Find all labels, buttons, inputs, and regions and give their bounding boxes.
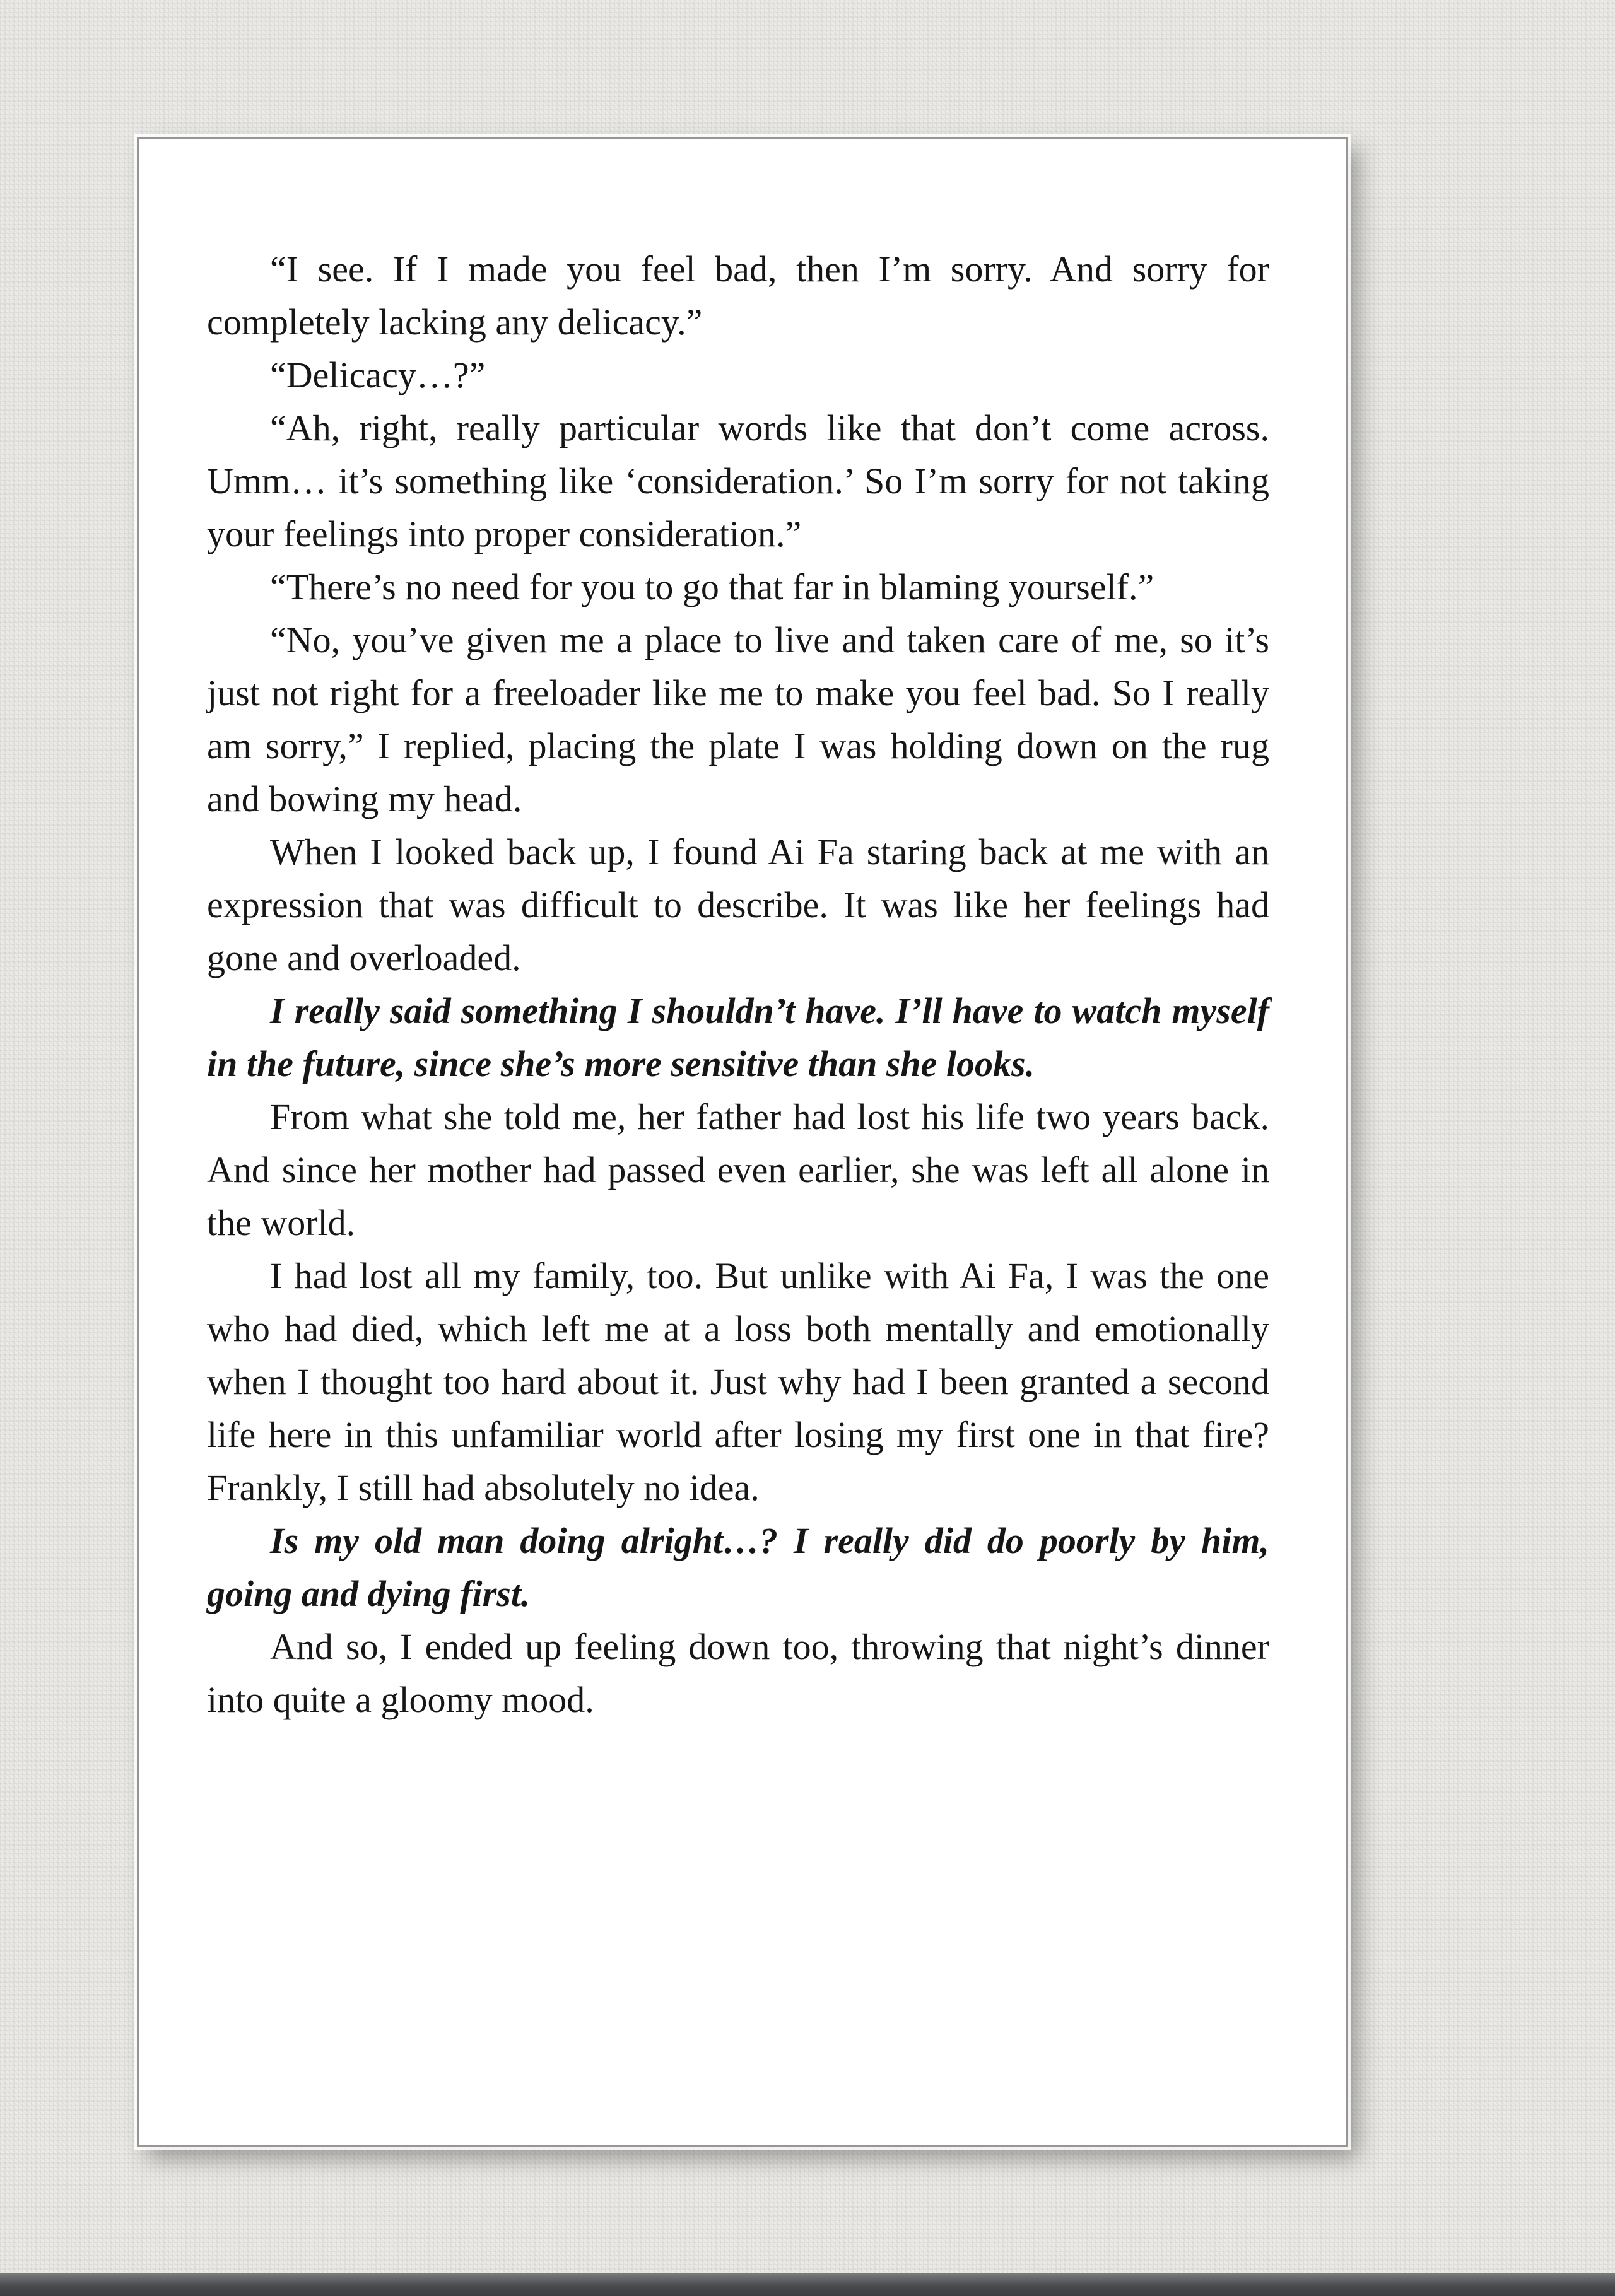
paragraph: From what she told me, her father had lost his life two years back. And since her mother had passed even earlier, she was left all alone in the world. [207,1096,1269,1243]
paragraph: “No, you’ve given me a place to live and taken care of me, so it’s just not right for a freeloader like me to make you feel bad. So I really am sorry,” I replied, placing the plate I was holding down on the rug and bowing my head. [207,619,1269,819]
paragraph: I had lost all my family, too. But unlike with Ai Fa, I was the one who had died, which left me at a loss both mentally and emotionally when I thought too hard about it. Just why had I been granted a second life here in this unfamiliar world after losing my first one in that fire? Frankly, I still had absolutely no idea. [207,1255,1269,1508]
paragraph-inner-monologue: I really said something I shouldn’t have. I’ll have to watch myself in the future, since she’s more sensitive than she looks. [207,990,1269,1084]
book-page [137,137,1348,2147]
paragraph: “Delicacy…?” [270,354,486,395]
bottom-edge-bar [0,2273,1615,2296]
paragraph: “I see. If I made you feel bad, then I’m sorry. And sorry for completely lacking any delicacy.” [207,249,1269,343]
paragraph: “Ah, right, really particular words like that don’t come across. Umm… it’s something like ‘consideration.’ So I’m sorry for not taking your feelings into proper consideration.” [207,407,1269,554]
paragraph: “There’s no need for you to go that far in blaming yourself.” [270,566,1154,607]
paragraph-inner-monologue: Is my old man doing alright…? I really did do poorly by him, going and dying first. [207,1520,1269,1614]
paragraph: When I looked back up, I found Ai Fa staring back at me with an expression that was difficult to describe. It was like her feelings had gone and overloaded. [207,831,1269,978]
paragraph: And so, I ended up feeling down too, throwing that night’s dinner into quite a gloomy mood. [207,1626,1269,1720]
